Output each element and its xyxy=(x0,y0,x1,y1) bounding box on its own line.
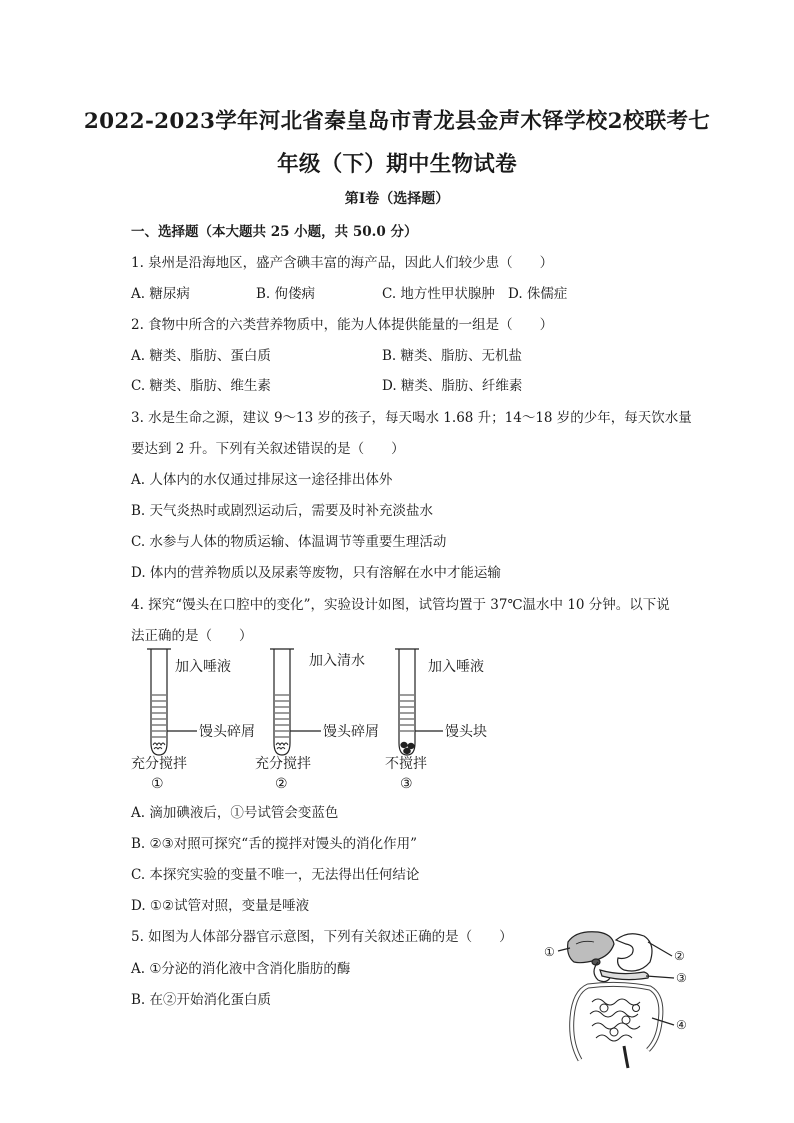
q4-stem-line-2: 法正确的是（ ） xyxy=(131,628,253,644)
tube1-bottom-label: 充分搅拌 xyxy=(131,756,187,772)
q5-option-a: A. ①分泌的消化液中含消化脂肪的酶 xyxy=(131,961,351,977)
test-tube-figure xyxy=(125,645,505,795)
tube1-top-label: 加入唾液 xyxy=(175,659,231,675)
tube3-number: ③ xyxy=(400,776,413,792)
q1-stem: 1. 泉州是沿海地区，盛产含碘丰富的海产品，因此人们较少患（ ） xyxy=(131,255,554,271)
exam-title-line-1: 2022-2023学年河北省秦皇岛市青龙县金声木铎学校2校联考七 xyxy=(83,109,711,134)
tube3-bottom-label: 不搅拌 xyxy=(385,756,427,772)
q2-stem: 2. 食物中所含的六类营养物质中，能为人体提供能量的一组是（ ） xyxy=(131,317,554,333)
organ-label-3: ③ xyxy=(676,971,687,985)
q5-stem: 5. 如图为人体部分器官示意图，下列有关叙述正确的是（ ） xyxy=(131,929,513,945)
q5-option-b: B. 在②开始消化蛋白质 xyxy=(131,992,272,1008)
organ-label-4: ④ xyxy=(676,1018,687,1032)
exam-title-line-2: 年级（下）期中生物试卷 xyxy=(277,152,517,177)
section-heading: 一、选择题（本大题共 25 小题，共 50.0 分） xyxy=(131,224,418,240)
q3-option-c: C. 水参与人体的物质运输、体温调节等重要生理活动 xyxy=(131,534,447,550)
q1-option-a: A. 糖尿病 xyxy=(131,286,190,302)
q4-option-a: A. 滴加碘液后，①号试管会变蓝色 xyxy=(131,805,339,821)
q1-option-d: D. 侏儒症 xyxy=(508,286,568,302)
q4-stem-line-1: 4. 探究“馒头在口腔中的变化”，实验设计如图，试管均置于 37℃温水中 10 分钟。以下说 xyxy=(131,597,670,613)
tube2-side-label: 馒头碎屑 xyxy=(323,724,379,740)
tube2-number: ② xyxy=(275,776,288,792)
q1-option-c: C. 地方性甲状腺肿 xyxy=(382,286,495,302)
tube3-side-label: 馒头块 xyxy=(445,724,487,740)
tube2-bottom-label: 充分搅拌 xyxy=(255,756,311,772)
q3-stem-line-1: 3. 水是生命之源，建议 9～13 岁的孩子，每天喝水 1.68 升；14～18 岁的少年，每天饮水量 xyxy=(131,410,692,426)
liver-shape xyxy=(568,932,614,963)
tube1-side-label: 馒头碎屑 xyxy=(199,724,255,740)
tube2-top-label: 加入清水 xyxy=(309,653,365,669)
q2-option-c: C. 糖类、脂肪、维生素 xyxy=(131,378,271,394)
q2-option-d: D. 糖类、脂肪、纤维素 xyxy=(382,378,523,394)
stomach-shape xyxy=(616,934,652,971)
q3-stem-line-2: 要达到 2 升。下列有关叙述错误的是（ ） xyxy=(131,441,405,457)
q1-option-b: B. 佝偻病 xyxy=(256,286,316,302)
organ-label-2: ② xyxy=(674,949,685,963)
q4-option-b: B. ②③对照可探究“舌的搅拌对馒头的消化作用” xyxy=(131,836,418,852)
q4-option-c: C. 本探究实验的变量不唯一，无法得出任何结论 xyxy=(131,867,420,883)
pancreas-shape xyxy=(600,970,649,980)
q3-option-d: D. 体内的营养物质以及尿素等废物，只有溶解在水中才能运输 xyxy=(131,565,501,581)
tube1-number: ① xyxy=(151,776,164,792)
small-intestine-shape xyxy=(590,999,640,1041)
digestive-system-figure xyxy=(540,922,700,1072)
tube3-top-label: 加入唾液 xyxy=(428,659,484,675)
q2-option-b: B. 糖类、脂肪、无机盐 xyxy=(382,348,523,364)
q3-option-b: B. 天气炎热时或剧烈运动后，需要及时补充淡盐水 xyxy=(131,503,434,519)
q2-option-a: A. 糖类、脂肪、蛋白质 xyxy=(131,348,271,364)
q4-option-d: D. ①②试管对照，变量是唾液 xyxy=(131,898,310,914)
volume-heading: 第I卷（选择题） xyxy=(344,191,450,207)
organ-label-1: ① xyxy=(544,945,555,959)
q3-option-a: A. 人体内的水仅通过排尿这一途径排出体外 xyxy=(131,472,393,488)
